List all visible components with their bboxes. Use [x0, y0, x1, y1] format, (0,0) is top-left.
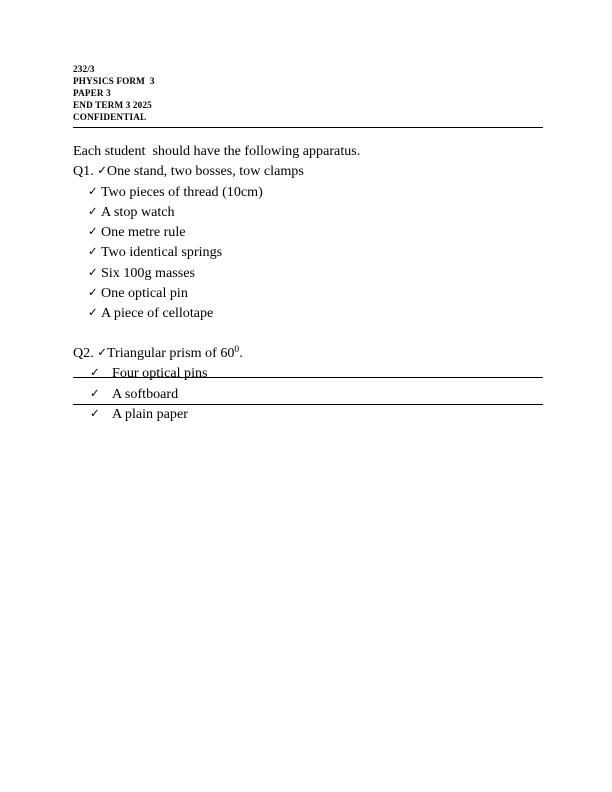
footer-divider-rule-top: [73, 377, 543, 378]
intro-paragraph: Each student should have the following apparatus.: [73, 143, 361, 159]
list-item-label: Two pieces of thread (10cm): [101, 183, 263, 200]
document-body: [73, 142, 543, 424]
list-item-label: A stop watch: [101, 203, 175, 220]
header-line-paper-code: 232/3: [73, 64, 95, 74]
check-icon: ✓: [88, 183, 98, 198]
list-item-label: One metre rule: [101, 224, 186, 241]
list-item: [73, 404, 543, 424]
check-icon: ✓: [97, 163, 107, 178]
question-1-label: Q1.: [73, 163, 94, 180]
list-item-label: A softboard: [112, 385, 179, 402]
check-icon: ✓: [88, 203, 98, 218]
section-spacer: [73, 324, 543, 343]
question-2-label: Q2.: [73, 344, 94, 361]
check-icon: ✓: [90, 385, 100, 400]
list-item-label: Four optical pins: [112, 365, 208, 382]
header-line-subject: PHYSICS FORM 3: [73, 75, 155, 86]
list-item: [73, 263, 543, 283]
question-2-heading: [73, 343, 543, 363]
list-item: [73, 363, 543, 383]
header-line-term: END TERM 3 2025: [73, 99, 152, 110]
list-item: [73, 242, 543, 262]
list-item: [73, 283, 543, 303]
list-item-label: Six 100g masses: [101, 264, 195, 281]
list-item-label: A piece of cellotape: [101, 305, 214, 322]
question-2-first-item-suffix: .: [239, 344, 243, 361]
list-item-label: Two identical springs: [101, 244, 223, 261]
document-header: [73, 64, 543, 124]
list-item-label: A plain paper: [112, 405, 188, 422]
list-item: [73, 303, 543, 323]
list-item: [73, 182, 543, 202]
check-icon: ✓: [88, 224, 98, 239]
question-1-heading: [73, 161, 543, 181]
header-divider-rule: [73, 127, 543, 128]
list-item-label: One optical pin: [101, 285, 188, 302]
check-icon: ✓: [88, 305, 98, 320]
question-1-apparatus-list: [73, 182, 543, 324]
list-item: [73, 384, 543, 404]
check-icon: ✓: [88, 244, 98, 259]
question-2-first-item-prefix: Triangular prism of 60: [106, 344, 235, 361]
question-2-apparatus-list: [73, 363, 543, 424]
check-icon: ✓: [90, 405, 100, 420]
header-line-classification: CONFIDENTIAL: [73, 111, 147, 122]
list-item: [73, 202, 543, 222]
check-icon: ✓: [90, 365, 100, 380]
question-1-first-item: One stand, two bosses, tow clamps: [106, 163, 304, 180]
header-line-paper-number: PAPER 3: [73, 87, 111, 98]
footer-divider-rule-bottom: [73, 404, 543, 405]
check-icon: ✓: [88, 285, 98, 300]
check-icon: ✓: [88, 264, 98, 279]
list-item: [73, 222, 543, 242]
degree-superscript: 0: [234, 343, 240, 355]
check-icon: ✓: [97, 344, 107, 359]
